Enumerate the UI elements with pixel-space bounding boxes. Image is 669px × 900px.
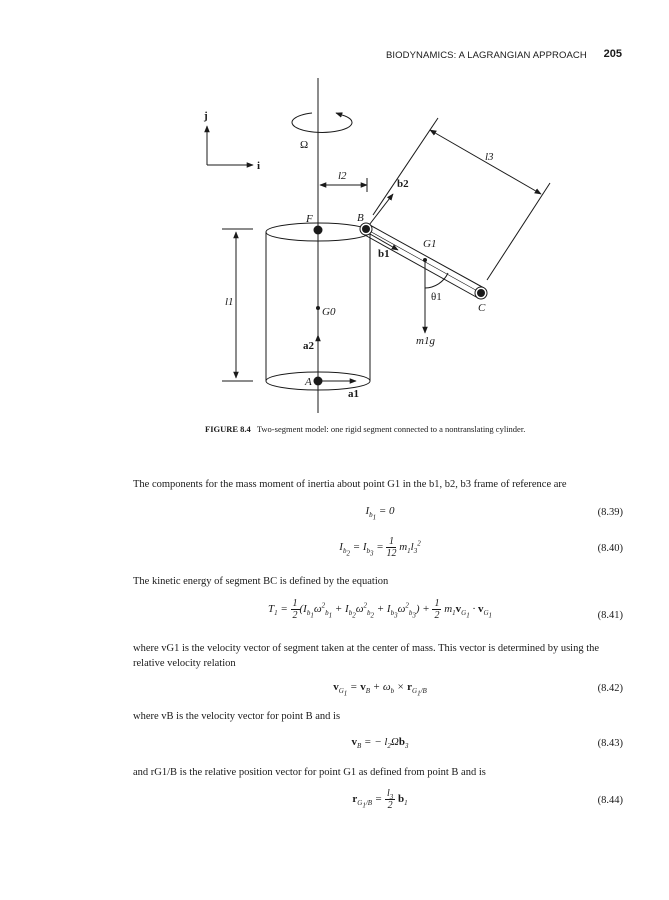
equation-8-40: $I_{b_2} = I_{b_3}$ = $\frac{1}{12}$ $m_1l_3^2$ xyxy=(339,536,421,559)
label-a2: a2 xyxy=(303,340,314,352)
paragraph-1: The components for the mass moment of inertia about point G1 in the b1, b2, b3 frame of reference are xyxy=(133,479,567,490)
label-j: j xyxy=(204,110,208,122)
label-a1: a1 xyxy=(348,388,359,400)
paragraph-2: The kinetic energy of segment BC is defined by the equation xyxy=(133,576,389,587)
equation-8-39: $I_{b_1} = 0$ xyxy=(365,505,395,522)
equation-8-44: $r_{G_1/B}$ = $\frac{l_3}{2}$ $b_1$ xyxy=(352,788,408,811)
label-l1: l1 xyxy=(225,296,234,308)
label-omega: Ω xyxy=(300,139,309,151)
point-f xyxy=(314,226,323,235)
equation-8-41: $T_1$ = $\frac{1}{2}$ $(I_{b_1}\omega^2_{b_1} + I_{b_2}\omega^2_{b_2} + I_{b_3}\omega^2_{b_3})$ + $\frac{1}{2}$ $m_1v_{G_1} \cdot v_{G_1}$ xyxy=(267,598,493,621)
equation-number-8-40: (8.40) xyxy=(597,543,623,554)
caption-text: Two-segment model: one rigid segment connected to a nontranslating cylinder. xyxy=(256,424,526,434)
equation-number-8-43: (8.43) xyxy=(597,738,623,749)
equation-8-43: $v_B$ = − $l_2\Omega b_3$ xyxy=(351,736,409,751)
page-header xyxy=(380,48,622,62)
label-theta1: θ1 xyxy=(431,291,442,303)
point-b xyxy=(362,225,370,233)
figure-caption xyxy=(205,424,565,435)
label-a: A xyxy=(305,376,312,388)
label-g0: G0 xyxy=(322,306,336,318)
point-g0 xyxy=(316,306,320,310)
equation-8-42: $v_{G_1} = v_B + \omega_b \times r_{G_1/B}$ xyxy=(333,681,427,698)
equation-number-8-41: (8.41) xyxy=(597,610,623,621)
running-title: BIODYNAMICS: A LAGRANGIAN APPROACH xyxy=(386,50,587,61)
label-b2: b2 xyxy=(397,178,409,190)
point-a xyxy=(314,377,323,386)
label-b: B xyxy=(357,212,364,224)
label-b1: b1 xyxy=(378,248,390,260)
figure-8-4 xyxy=(190,70,570,420)
label-i: i xyxy=(257,160,261,172)
paragraph-5: and rG1/B is the relative position vector for point G1 as defined from point B and is xyxy=(133,767,486,778)
label-f: F xyxy=(306,213,313,225)
label-g1: G1 xyxy=(423,238,437,250)
label-m1g: m1g xyxy=(416,335,435,347)
equation-number-8-39: (8.39) xyxy=(597,507,623,518)
segment-bc-lower xyxy=(363,234,478,298)
b2-arrow xyxy=(366,194,393,229)
label-c: C xyxy=(478,302,486,314)
equation-number-8-42: (8.42) xyxy=(597,683,623,694)
rotation-ellipse xyxy=(292,113,352,132)
paragraph-3: where vG1 is the velocity vector of segment taken at the center of mass. This vector is determined by using the relative velocity relation xyxy=(133,643,600,669)
point-c xyxy=(477,289,485,297)
page-number: 205 xyxy=(603,48,622,60)
label-l2: l2 xyxy=(338,170,347,182)
label-l3: l3 xyxy=(485,151,494,163)
point-g1 xyxy=(423,258,427,262)
equation-number-8-44: (8.44) xyxy=(597,795,623,806)
caption-label: FIGURE 8.4 xyxy=(205,424,251,434)
paragraph-4: where vB is the velocity vector for point B and is xyxy=(133,711,341,722)
